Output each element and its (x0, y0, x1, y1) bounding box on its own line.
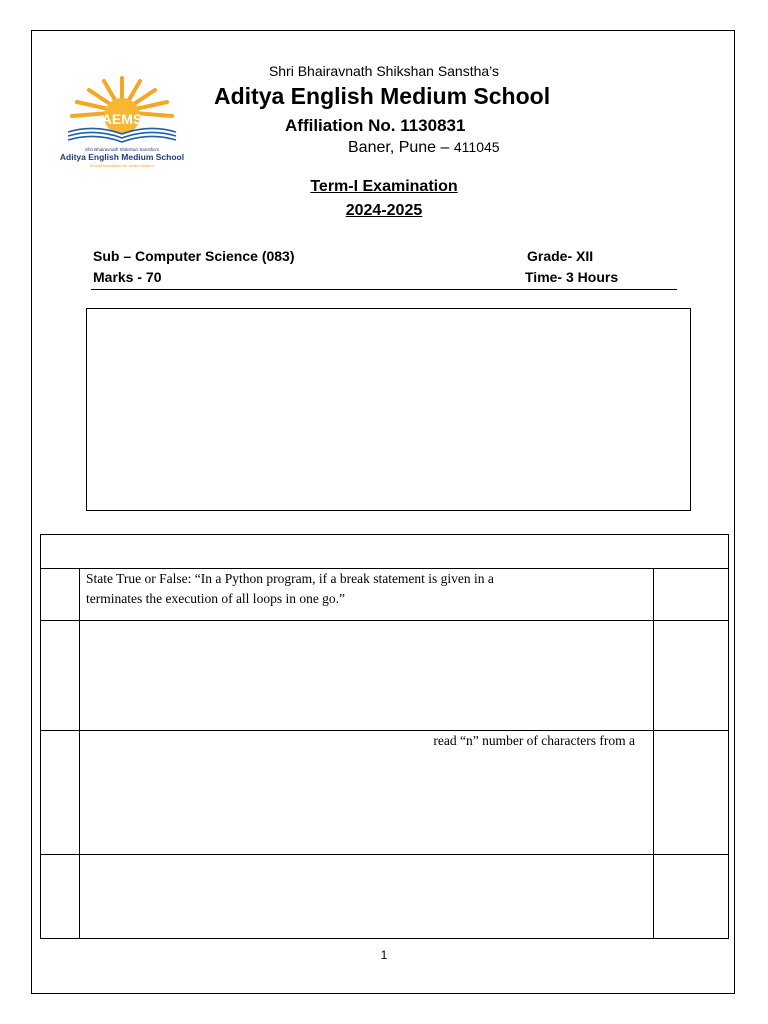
time-label: Time- 3 Hours (525, 269, 619, 285)
school-address (348, 139, 500, 157)
question-text (80, 855, 654, 939)
marks-label: Marks - 70 (93, 269, 162, 285)
question-marks (654, 569, 729, 621)
affiliation-number: Affiliation No. 1130831 (285, 116, 466, 135)
instructions-box (86, 308, 691, 511)
logo-caption-small: Shri Bhairavnath Shikshan Sanstha’s (85, 147, 159, 152)
header-divider (91, 289, 677, 290)
trust-name: Shri Bhairavnath Shikshan Sanstha’s (268, 63, 500, 79)
address-city: Baner, Pune – (348, 139, 450, 156)
page-number: 1 (380, 948, 388, 962)
question-number (41, 731, 80, 855)
school-name: Aditya English Medium School (214, 83, 551, 109)
question-marks (654, 855, 729, 939)
subject-label: Sub – Computer Science (083) (93, 248, 295, 264)
question-row (41, 855, 729, 939)
question-marks (654, 731, 729, 855)
question-number (41, 569, 80, 621)
grade-label: Grade- XII (527, 248, 594, 264)
exam-title: Term-I Examination (310, 178, 458, 195)
question-number (41, 621, 80, 731)
address-pin: 411045 (453, 139, 500, 155)
questions-table (40, 534, 729, 939)
school-logo (60, 74, 184, 174)
question-text (80, 621, 654, 731)
question-row (41, 731, 729, 855)
section-header-row (41, 535, 729, 569)
question-row (41, 621, 729, 731)
logo-caption-name: Aditya English Medium School (60, 152, 184, 162)
question-row (41, 569, 729, 621)
question-number (41, 855, 80, 939)
logo-tagline: A solid foundation for smart children (90, 163, 154, 168)
question-marks (654, 621, 729, 731)
question-text: read “n” number of characters from a (80, 731, 654, 855)
question-text: State True or False: “In a Python program, if a break statement is given in a terminates the execution of all loops in one go.” (80, 569, 654, 621)
exam-year: 2024-2025 (345, 202, 423, 219)
section-header-cell (41, 535, 729, 569)
logo-monogram: AEMS (101, 111, 143, 127)
